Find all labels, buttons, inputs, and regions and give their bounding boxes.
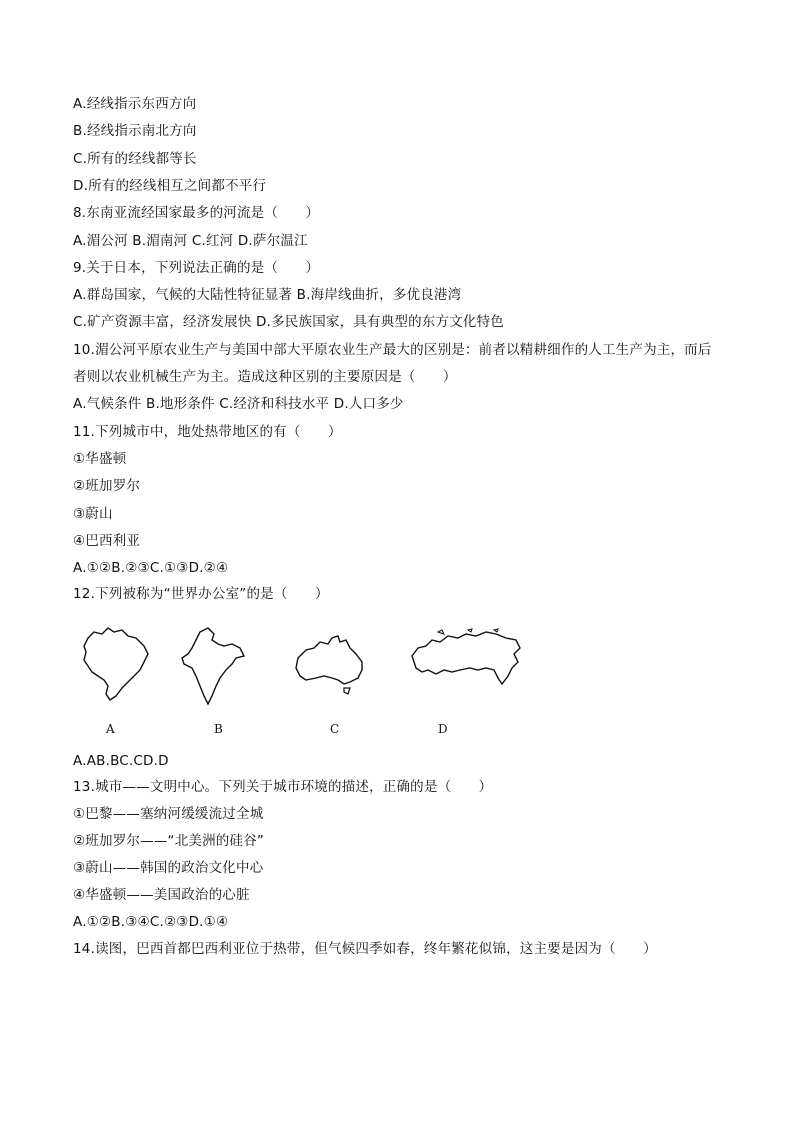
- q13-item-4: ④华盛顿——美国政治的心脏: [73, 887, 250, 903]
- q7-option-a: A.经线指示东西方向: [73, 96, 197, 112]
- q10-stem-line1: 10.湄公河平原农业生产与美国中部大平原农业生产最大的区别是：前者以精耕细作的人工生产为主，而后: [73, 342, 712, 358]
- q12-stem: 12.下列被称为“世界办公室”的是（ ）: [73, 586, 329, 602]
- q13-item-1: ①巴黎——塞纳河缓缓流过全城: [73, 806, 264, 822]
- map-label-c: C: [330, 722, 340, 736]
- q11-stem: 11.下列城市中，地处热带地区的有（ ）: [73, 424, 342, 440]
- q13-item-3: ③蔚山——韩国的政治文化中心: [73, 860, 264, 876]
- q12-options: A.AB.BC.CD.D: [73, 753, 169, 769]
- q7-option-c: C.所有的经线都等长: [73, 151, 197, 167]
- q11-item-2: ②班加罗尔: [73, 478, 141, 494]
- q11-item-3: ③蔚山: [73, 506, 113, 522]
- map-a-brazil-outline: [80, 624, 152, 704]
- q11-item-1: ①华盛顿: [73, 451, 127, 467]
- q11-item-4: ④巴西利亚: [73, 533, 141, 549]
- q11-options: A.①②B.②③C.①③D.②④: [73, 560, 229, 576]
- country-maps-figure: [78, 616, 538, 744]
- map-label-b: B: [214, 722, 223, 736]
- q10-stem-line2: 者则以农业机械生产为主。造成这种区别的主要原因是（ ）: [73, 369, 457, 385]
- q9-stem: 9.关于日本，下列说法正确的是（ ）: [73, 260, 320, 276]
- q13-stem: 13.城市——文明中心。下列关于城市环境的描述，正确的是（ ）: [73, 779, 493, 795]
- map-d-russia-outline: [408, 628, 524, 690]
- q13-item-2: ②班加罗尔——“北美洲的硅谷”: [73, 833, 265, 849]
- q7-option-b: B.经线指示南北方向: [73, 123, 197, 139]
- q9-options-ab: A.群岛国家，气候的大陆性特征显著 B.海岸线曲折，多优良港湾: [73, 287, 462, 303]
- map-c-australia-outline: [292, 632, 368, 698]
- q9-options-cd: C.矿产资源丰富，经济发展快 D.多民族国家，具有典型的东方文化特色: [73, 314, 504, 330]
- q14-stem: 14.读图，巴西首都巴西利亚位于热带，但气候四季如春，终年繁花似锦，这主要是因为（ ）: [73, 941, 657, 957]
- q13-options: A.①②B.③④C.②③D.①④: [73, 914, 229, 930]
- map-label-d: D: [438, 722, 448, 736]
- q7-option-d: D.所有的经线相互之间都不平行: [73, 178, 267, 194]
- q8-stem: 8.东南亚流经国家最多的河流是（ ）: [73, 205, 320, 221]
- map-b-india-outline: [178, 626, 248, 708]
- q8-options: A.湄公河 B.湄南河 C.红河 D.萨尔温江: [73, 233, 308, 249]
- q10-options: A.气候条件 B.地形条件 C.经济和科技水平 D.人口多少: [73, 396, 404, 412]
- map-label-a: A: [106, 722, 115, 736]
